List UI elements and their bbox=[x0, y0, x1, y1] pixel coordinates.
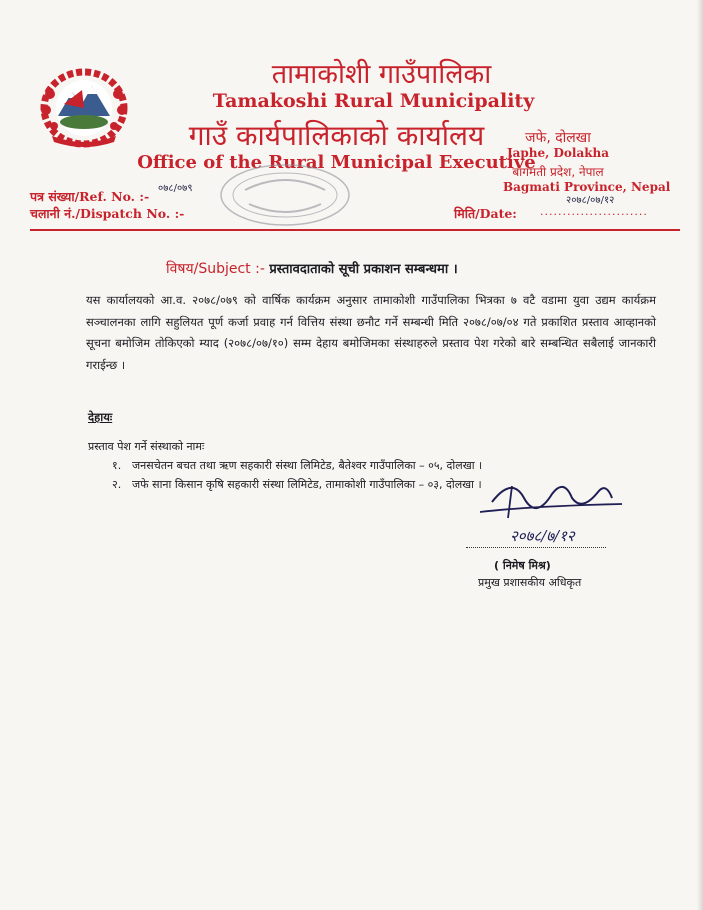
province-np: बागमती प्रदेश, नेपाल bbox=[512, 165, 604, 179]
list-item bbox=[112, 458, 482, 473]
letterhead-divider bbox=[30, 229, 680, 231]
date-dots: ........................ bbox=[540, 205, 648, 218]
list-item bbox=[112, 477, 482, 492]
list-title: प्रस्ताव पेश गर्ने संस्थाको नामः bbox=[88, 440, 205, 453]
date-label: मिति/Date: bbox=[454, 206, 517, 221]
subject-line bbox=[166, 259, 458, 278]
office-name-en: Office of the Rural Municipal Executive bbox=[137, 152, 536, 173]
body-paragraph: यस कार्यालयको आ.व. २०७८/०७९ को वार्षिक कार्यक्रम अनुसार तामाकोशी गाउँपालिका भित्रका ७ वटै वडामा युवा उद्यम कार्यक्रम सञ्चालनका लागि सहुलियत पूर्ण कर्जा प्रवाह गर्न वित्तिय संस्था छनौट गर्ने सम्बन्धी मिति २०७८/०७/०४ गते प्रकाशित प्रस्ताव आव्हानको सूचना बमोजिम तोकिएको म्याद (२०७८/०७/१०) सम्म देहाय बमोजिमका संस्थाहरुले प्रस्ताव पेश गरेको बारे सम्बन्धित सबैलाई जानकारी गराईन्छ । bbox=[86, 293, 656, 372]
signature-line bbox=[466, 547, 606, 548]
province-en: Bagmati Province, Nepal bbox=[503, 180, 671, 194]
signature-date: २०७८/७/१२ bbox=[510, 527, 575, 545]
signer-designation: प्रमुख प्रशासकीय अधिकृत bbox=[478, 576, 582, 589]
list-item-text: जनसचेतन बचत तथा ऋण सहकारी संस्था लिमिटेड, बैतेश्वर गाउँपालिका – ०५, दोलखा । bbox=[132, 459, 483, 472]
municipality-name-np: तामाकोशी गाउँपालिका bbox=[271, 59, 492, 90]
ref-no-value: ०७८/०७९ bbox=[158, 183, 193, 194]
ref-no-label: पत्र संख्या/Ref. No. :- bbox=[30, 189, 150, 204]
subject-text: प्रस्तावदाताको सूची प्रकाशन सम्बन्धमा । bbox=[269, 262, 458, 277]
office-stamp-icon bbox=[215, 160, 355, 230]
scan-edge-shadow bbox=[697, 0, 703, 910]
municipality-name-en: Tamakoshi Rural Municipality bbox=[212, 90, 535, 112]
date-value: २०७८/०७/१२ bbox=[566, 195, 615, 206]
address-en: Japhe, Dolakha bbox=[506, 146, 610, 160]
signer-name: ( निमेष मिश्र) bbox=[494, 559, 551, 572]
address-np: जफे, दोलखा bbox=[525, 130, 591, 146]
list-heading: देहायः bbox=[88, 410, 113, 424]
office-name-np: गाउँ कार्यपालिकाको कार्यालय bbox=[188, 119, 485, 152]
list-item-text: जफे साना किसान कृषि सहकारी संस्था लिमिटेड, तामाकोशी गाउँपालिका – ०३, दोलखा । bbox=[132, 478, 482, 491]
list-item-number: २. bbox=[112, 478, 122, 491]
list-item-number: १. bbox=[112, 459, 122, 472]
subject-label: विषय/Subject :- bbox=[166, 261, 265, 277]
dispatch-no-label: चलानी नं./Dispatch No. :- bbox=[30, 206, 185, 221]
